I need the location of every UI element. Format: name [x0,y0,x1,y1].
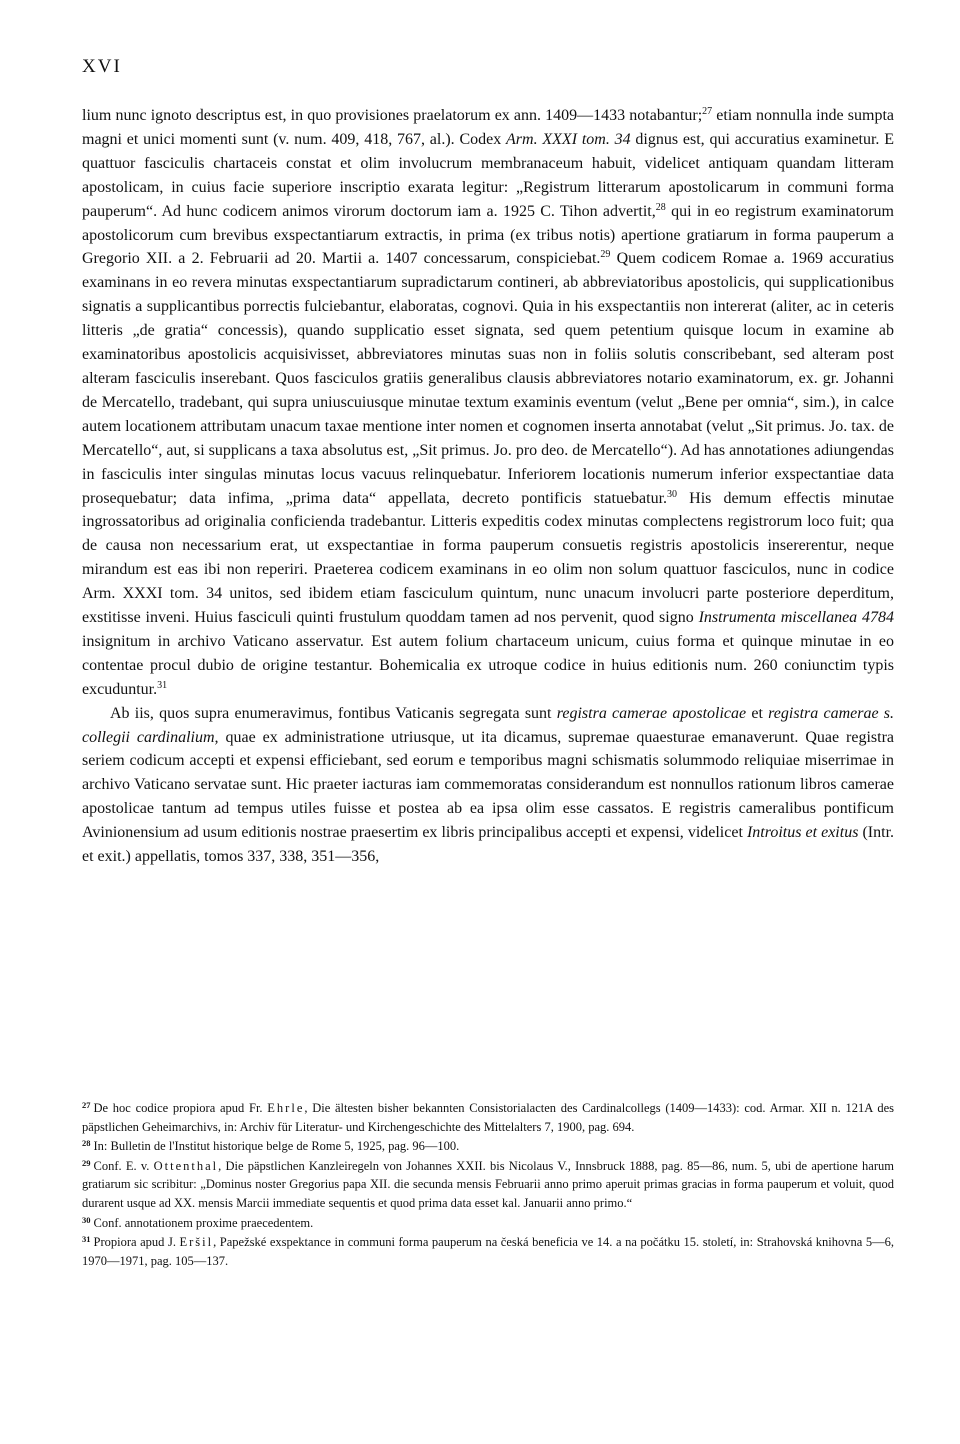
text-run: qui in eo registrum examinatorum apostolicorum cum brevibus exspectantiarum extractis, in prima (ex tribus notis) apertione gratiarum in forma pauperum a Gregorio XII. a 2. Februarii ad 20. Martii a. 1407 concessarum, conspiciebat. [82,202,894,268]
footnote-29 [82,1157,894,1213]
text-run: lium nunc ignoto descriptus est, in quo provisiones praelatorum ex ann. 1409—1433 notabantur; [82,107,703,124]
footnote-text: , Die ältesten bisher bekannten Consistorialacten des Cardinalcollegs (1409—1433): cod. Armar. XII n. 121A des päpstlichen Geheimarchivs, in: Archiv für Literatur- und Kirchengeschichte des Mittelalters 7, 1900, pag. 694. [82,1101,895,1134]
footnote-number: 27 [82,1100,91,1110]
footnote-text: Conf. E. v. [93,1158,154,1173]
italic-citation: Arm. XXXI tom. 34 [506,130,631,148]
footnote-text: , Die päpstlichen Kanzleiregeln von Johannes XXII. bis Nicolaus V., Innsbruck 1888, pag. 85—86, num. 5, ubi de apertione harum gratiarum sic scribitur: „Dominus noster Gregorius papa XII. die secunda mensis Februarii anno primo aperuit primas gracias in forma pauperum et voluit, quod durarent usque ad XX. mensis Marcii immediate sequentis et quod prima data esset kal. Januarii anno primo.“ [82,1158,894,1210]
paragraph-2 [82,702,894,869]
italic-term: registra camerae s. collegii cardinalium, [82,704,895,746]
footnote-text: , Papežské exspektance in communi forma pauperum na česká beneficia ve 14. a na počátku 15. století, in: Strahovská knihovna 5—6, 1970—1971, pag. 105—137. [82,1235,894,1268]
footnote-ref-31: 31 [157,679,168,691]
footnote-ref-29: 29 [600,249,611,261]
footnote-author-spaced: Eršil [179,1235,214,1250]
footnote-27 [82,1099,894,1136]
footnote-number: 29 [82,1157,91,1168]
italic-term: Introitus et exitus [746,824,859,842]
page-number-roman: XVI [82,56,122,77]
text-run: His demum effectis minutae ingrossatoribus ad originalia conficienda tradebantur. Litteris expeditis codex minutas complectens registrorum loco fuit; qua de causa non necessarium erat, ut exspectantiae in forma pauperum consuetis registris apostolicis insererentur, neque mirandum est eas ibi non reperiri. Praeterea codicem examinans in eo olim non solum quattuor fasciculos, nunc in codice Arm. XXXI tom. 34 unitos, sed ibidem etiam fasciculum quintum, nunc unacum involucri parte posteriore deperditum, exstitisse inveni. Huius fasciculi quinti frustulum quoddam tamen ad nos pervenit, quod signo [82,489,894,627]
footnote-number: 31 [82,1234,91,1245]
text-run: Quem codicem Romae a. 1969 accuratius examinans in eo revera minutas exspectantiarum supradictarum contineri, ab abbreviatoribus apostolicis, qui supplicationibus signatis a supplicantibus porrectis fulciebantur, elaboratas, cognovi. Quia in his exspectantiis non intererat (aliter, ac in ceteris litteris „de gratia“ concessis), quando supplicatio esset signata, sed quem petentium quisque locum in examine ab examinatoribus apostolicis acquisivisset, abbreviatores minutas suas non in foliis solutis conscribebant, sed alteram post alteram fasciculis inserebant. Quos fasciculos gratiis generalibus clausis abbreviatores notario examinatorum, ex. gr. Johanni de Mercatello, tradebant, qui supra uniuscuiusque minutae textum examinis eventum (velut „Bene per omnia“, sim.), in calce autem locationem attributam unacum taxae mentione inter nomen et cognomen inserta annotabat (velut „Sit primus. Jo. tax. de Mercatello“, aut, si supplicans a taxa absolutus est, „Sit primus. Jo. pro deo. de Mercatello“). Ad has annotationes adiungendas in fasciculis inter singulas minutas locus vacuus relinquebatur. Inferiorem locationis numerum inferior exspectantiae data prosequebatur; data infima, „prima data“ appellata, decreto pontificis statuebatur. [82,250,895,507]
footnote-number: 30 [82,1214,91,1225]
footnote-ref-27: 27 [702,106,713,117]
footnote-number: 28 [82,1138,91,1149]
paragraph-1 [82,104,894,702]
footnote-30 [82,1214,894,1233]
text-run: insignitum in archivo Vaticano asservatur. Est autem folium chartaceum unicum, cuius forma et quinque minutae in eo contentae procul dubio de origine testantur. Bohemicalia ex utroque codice in huius editionis num. 260 coniunctim typis excuduntur. [82,632,894,698]
text-run: dignus est, qui accuratius examinetur. E quattuor fasciculis chartaceis constat et olim involucrum membranaceum habuit, videlicet antiquam quandam litteram apostolicam, in cuius facie superiore inscriptio exarata legitur: „Registrum litterarum apostolicarum in communi forma pauperum“. Ad hunc codicem animos virorum doctorum iam a. 1925 C. Tihon advertit, [82,130,895,220]
text-run: (Intr. et exit.) appellatis, tomos 337, 338, 351—356, [82,824,895,866]
footnote-ref-28: 28 [655,201,666,213]
footnotes-section [82,1099,894,1271]
footnote-28 [82,1137,894,1156]
italic-term: registra camerae apostolicae [556,704,747,722]
text-run: quae ex administratione utriusque, ut ita dicamus, supremae quaesturae emanaverunt. Quae registra seriem codicum accepti et expensi efficiebant, sed eorum e temporibus magni schismatis solummodo reliquiae miserrimae in archivo Vaticano servatae sunt. Hic praeter iacturas iam commemoratas considerandum est nonnullos rationum libros camerae apostolicae tantum ad tempus utiles fuisse et postea ab ea ipsa olim esse cassatos. E registris cameralibus pontificum Avinionensium ad usum editionis nostrae praesertim ex libris principalibus accepti et expensi, videlicet [82,728,894,842]
main-text-block [82,104,894,869]
footnote-author-spaced: Ehrle [267,1101,305,1115]
text-run: Ab iis, quos supra enumeravimus, fontibus Vaticanis segregata sunt [110,704,557,722]
text-run: etiam nonnulla inde sumpta magni et unici momenti sunt (v. num. 409, 418, 767, al.). Codex [82,107,895,148]
footnote-text: De hoc codice propiora apud Fr. [93,1101,268,1115]
italic-citation: Instrumenta miscellanea 4784 [698,609,895,627]
footnote-text: Conf. annotationem proxime praecedentem. [93,1215,314,1230]
footnote-author-spaced: Ottenthal [153,1158,219,1173]
text-run: et [746,704,769,722]
footnote-text: In: Bulletin de l'Institut historique belge de Rome 5, 1925, pag. 96—100. [93,1139,460,1154]
footnote-text: Propiora apud J. [93,1235,180,1250]
footnote-31 [82,1233,894,1270]
footnote-ref-30: 30 [667,488,678,500]
